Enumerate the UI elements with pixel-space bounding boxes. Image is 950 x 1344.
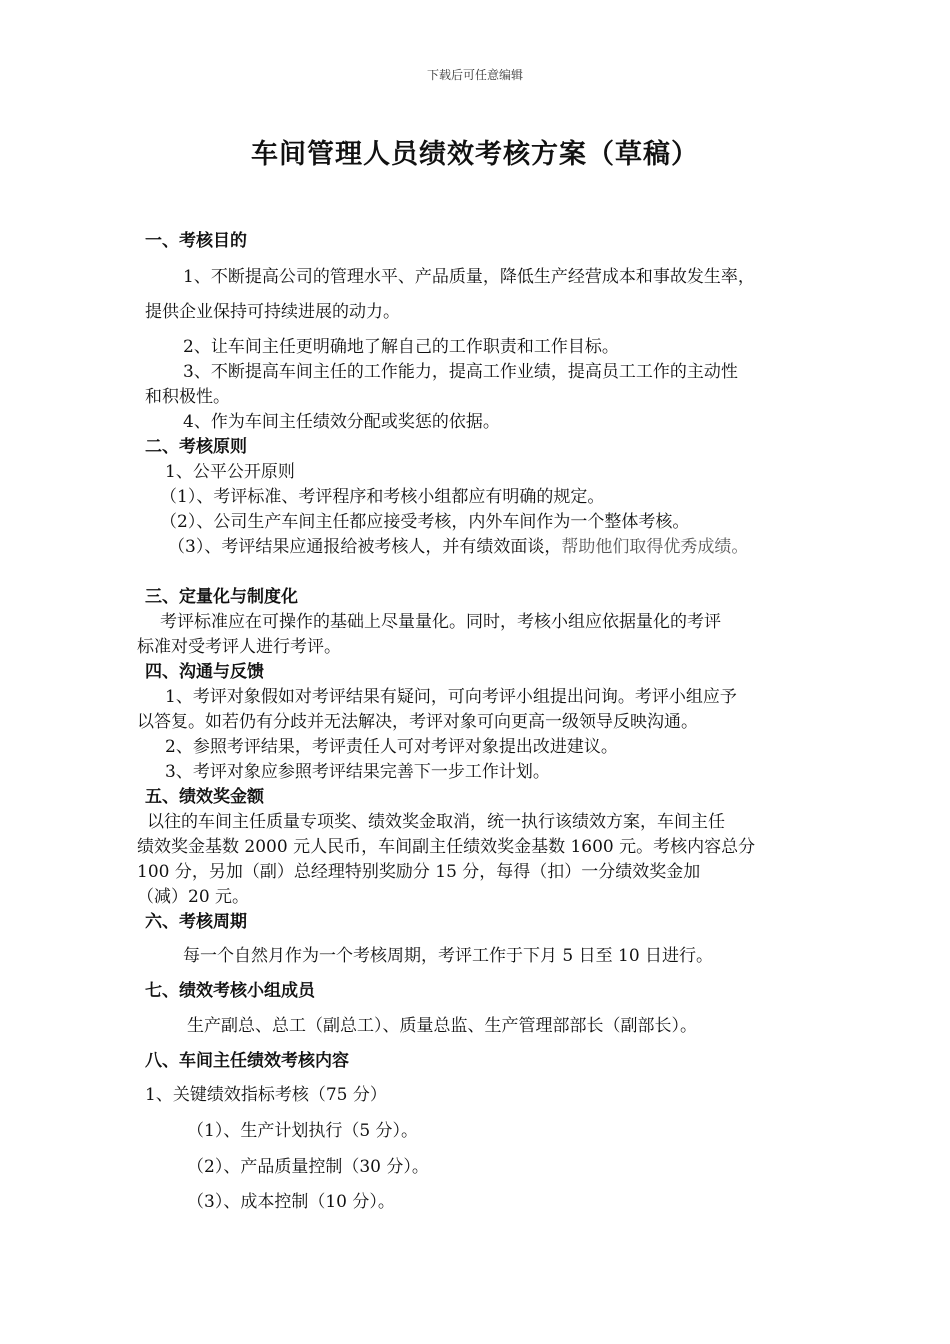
paragraph-line: 绩效奖金基数 2000 元人民币，车间副主任绩效奖金基数 1600 元。考核内容总分 [137, 837, 756, 857]
paragraph-line: 以往的车间主任质量专项奖、绩效奖金取消，统一执行该绩效方案，车间主任 [147, 812, 725, 832]
list-item: （2）、产品质量控制（30 分）。 [187, 1157, 429, 1177]
section-heading-principles: 二、考核原则 [145, 437, 247, 457]
paragraph-line: 3、不断提高车间主任的工作能力，提高工作业绩，提高员工工作的主动性 [183, 362, 738, 382]
paragraph-line: （减）20 元。 [137, 887, 250, 907]
paragraph-line: 和积极性。 [145, 387, 230, 407]
paragraph-line: 每一个自然月作为一个考核周期，考评工作于下月 5 日至 10 日进行。 [183, 946, 714, 966]
document-title: 车间管理人员绩效考核方案（草稿） [251, 139, 699, 170]
paragraph-line: 4、作为车间主任绩效分配或奖惩的依据。 [183, 412, 500, 432]
section-heading-quantification: 三、定量化与制度化 [145, 587, 298, 607]
list-item: （1）、生产计划执行（5 分）。 [187, 1121, 419, 1141]
section-heading-feedback: 四、沟通与反馈 [145, 662, 264, 682]
paragraph-line: 1、公平公开原则 [165, 462, 295, 482]
paragraph-line: 以答复。如若仍有分歧并无法解决，考评对象可向更高一级领导反映沟通。 [137, 712, 698, 732]
section-heading-bonus: 五、绩效奖金额 [145, 787, 264, 807]
section-heading-team: 七、绩效考核小组成员 [145, 981, 315, 1001]
page-header: 下载后可任意编辑 [426, 68, 523, 82]
section-heading-content: 八、车间主任绩效考核内容 [145, 1051, 349, 1071]
paragraph-line: （2）、公司生产车间主任都应接受考核，内外车间作为一个整体考核。 [160, 512, 690, 532]
paragraph-line: 生产副总、总工（副总工）、质量总监、生产管理部部长（副部长）。 [187, 1016, 697, 1036]
list-item: （3）、成本控制（10 分）。 [187, 1192, 395, 1212]
paragraph-line: 3、考评对象应参照考评结果完善下一步工作计划。 [165, 762, 550, 782]
paragraph-line: 标准对受考评人进行考评。 [137, 637, 341, 657]
paragraph-line: 考评标准应在可操作的基础上尽量量化。同时，考核小组应依据量化的考评 [160, 612, 721, 632]
paragraph-line: 提供企业保持可持续进展的动力。 [145, 302, 400, 322]
paragraph-line: 1、关键绩效指标考核（75 分） [145, 1085, 387, 1105]
section-heading-cycle: 六、考核周期 [145, 912, 247, 932]
paragraph-line: 2、让车间主任更明确地了解自己的工作职责和工作目标。 [183, 337, 619, 357]
paragraph-line: 1、考评对象假如对考评结果有疑问，可向考评小组提出问询。考评小组应予 [165, 687, 737, 707]
paragraph-line: （3）、考评结果应通报给被考核人，并有绩效面谈，帮助他们取得优秀成绩。 [168, 537, 749, 557]
paragraph-line: 100 分，另加（副）总经理特别奖励分 15 分，每得（扣）一分绩效奖金加 [137, 862, 701, 882]
section-heading-purpose: 一、考核目的 [145, 231, 247, 251]
paragraph-line: 2、参照考评结果，考评责任人可对考评对象提出改进建议。 [165, 737, 618, 757]
paragraph-line: 1、不断提高公司的管理水平、产品质量，降低生产经营成本和事故发生率， [183, 267, 755, 287]
paragraph-line: （1）、考评标准、考评程序和考核小组都应有明确的规定。 [160, 487, 605, 507]
